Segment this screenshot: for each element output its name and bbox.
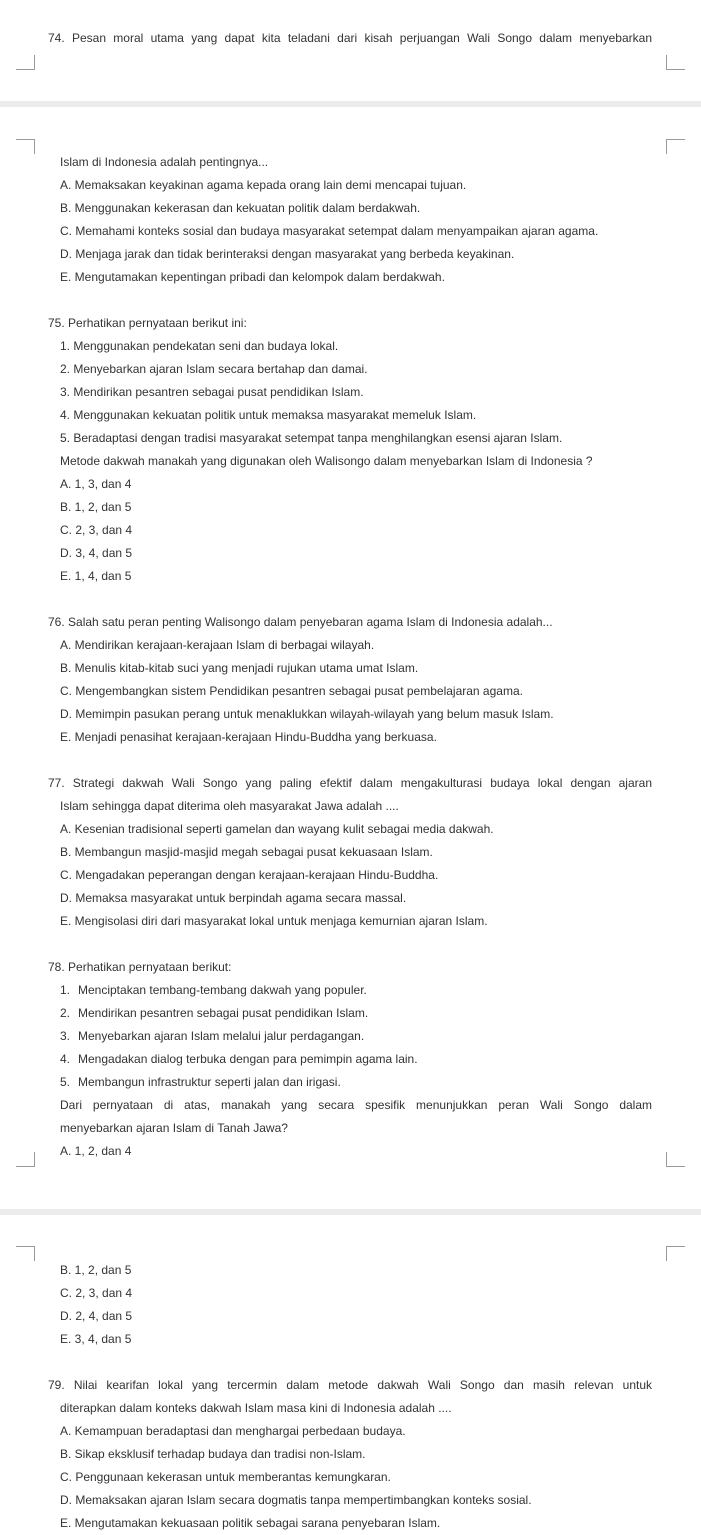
q78-question-line-1: Dari pernyataan di atas, manakah yang secara spesifik menunjukkan peran Wali Songo dalam <box>60 1098 652 1112</box>
q74-stem-cont: Islam di Indonesia adalah pentingnya... <box>60 155 269 169</box>
crop-mark-icon <box>16 139 35 154</box>
page-2 <box>0 107 701 1209</box>
q75-statement-1: 1. Menggunakan pendekatan seni dan budaya lokal. <box>60 339 339 353</box>
q78-statement-5: 5. Membangun infrastruktur seperti jalan dan irigasi. <box>60 1075 341 1089</box>
q79 <box>48 1374 652 1535</box>
q77-option-a: A. Kesenian tradisional seperti gamelan dan wayang kulit sebagai media dakwah. <box>60 822 494 836</box>
crop-mark-icon <box>16 55 35 70</box>
q74-option-c: C. Memahami konteks sosial dan budaya masyarakat setempat dalam menyampaikan ajaran agama. <box>60 224 599 238</box>
q78 <box>48 956 652 1163</box>
q75-question: Metode dakwah manakah yang digunakan oleh Walisongo dalam menyebarkan Islam di Indonesia ? <box>60 454 593 468</box>
q78-option-b: B. 1, 2, dan 5 <box>60 1263 132 1277</box>
crop-mark-icon <box>666 55 685 70</box>
q75-statement-2: 2. Menyebarkan ajaran Islam secara bertahap dan damai. <box>60 362 368 376</box>
crop-mark-icon <box>16 1246 35 1261</box>
q78-question-line-2: menyebarkan ajaran Islam di Tanah Jawa? <box>60 1121 288 1135</box>
q75-option-d: D. 3, 4, dan 5 <box>60 546 133 560</box>
q77-option-d: D. Memaksa masyarakat untuk berpindah agama secara massal. <box>60 891 407 905</box>
q76 <box>48 611 652 749</box>
q78-option-e: E. 3, 4, dan 5 <box>60 1332 132 1346</box>
q74-option-e: E. Mengutamakan kepentingan pribadi dan kelompok dalam berdakwah. <box>60 270 445 284</box>
page-1-content <box>48 27 652 50</box>
q79-option-c: C. Penggunaan kekerasan untuk memberantas kemungkaran. <box>60 1470 391 1484</box>
q76-option-d: D. Memimpin pasukan perang untuk menaklukkan wilayah-wilayah yang belum masuk Islam. <box>60 707 554 721</box>
crop-mark-icon <box>666 1152 685 1167</box>
q74-stem: 74. Pesan moral utama yang dapat kita teladani dari kisah perjuangan Wali Songo dalam menyebarkan <box>48 31 652 45</box>
crop-mark-icon <box>666 1246 685 1261</box>
q78-statement-4: 4. Mengadakan dialog terbuka dengan para pemimpin agama lain. <box>60 1052 418 1066</box>
page-3-content <box>48 1259 652 1535</box>
q77 <box>48 772 652 933</box>
crop-mark-icon <box>16 1152 35 1167</box>
q74-option-b: B. Menggunakan kekerasan dan kekuatan politik dalam berdakwah. <box>60 201 421 215</box>
q77-stem-line-1: 77. Strategi dakwah Wali Songo yang paling efektif dalam mengakulturasi budaya lokal dengan ajaran <box>48 776 652 790</box>
q75-statement-3: 3. Mendirikan pesantren sebagai pusat pendidikan Islam. <box>60 385 364 399</box>
page-2-content <box>48 151 652 1163</box>
q79-option-a: A. Kemampuan beradaptasi dan menghargai perbedaan budaya. <box>60 1424 406 1438</box>
q76-option-e: E. Menjadi penasihat kerajaan-kerajaan Hindu-Buddha yang berkuasa. <box>60 730 437 744</box>
q77-stem-line-2: Islam sehingga dapat diterima oleh masyarakat Jawa adalah .... <box>60 799 399 813</box>
q75-stem: 75. Perhatikan pernyataan berikut ini: <box>48 316 247 330</box>
q78-statement-3: 3. Menyebarkan ajaran Islam melalui jalur perdagangan. <box>60 1029 365 1043</box>
q75-option-b: B. 1, 2, dan 5 <box>60 500 132 514</box>
q77-option-c: C. Mengadakan peperangan dengan kerajaan-kerajaan Hindu-Buddha. <box>60 868 439 882</box>
q75-option-a: A. 1, 3, dan 4 <box>60 477 132 491</box>
q75-statement-5: 5. Beradaptasi dengan tradisi masyarakat setempat tanpa menghilangkan esensi ajaran Islam. <box>60 431 563 445</box>
q77-option-b: B. Membangun masjid-masjid megah sebagai pusat kekuasaan Islam. <box>60 845 433 859</box>
crop-mark-icon <box>666 139 685 154</box>
q76-option-c: C. Mengembangkan sistem Pendidikan pesantren sebagai pusat pembelajaran agama. <box>60 684 523 698</box>
q75 <box>48 312 652 588</box>
q78-stem: 78. Perhatikan pernyataan berikut: <box>48 960 232 974</box>
q79-option-e: E. Mengutamakan kekuasaan politik sebagai sarana penyebaran Islam. <box>60 1516 441 1530</box>
q78-option-a: A. 1, 2, dan 4 <box>60 1144 132 1158</box>
q79-stem-line-2: diterapkan dalam konteks dakwah Islam masa kini di Indonesia adalah .... <box>60 1401 452 1415</box>
q79-option-b: B. Sikap eksklusif terhadap budaya dan tradisi non-Islam. <box>60 1447 366 1461</box>
q74-option-a: A. Memaksakan keyakinan agama kepada orang lain demi mencapai tujuan. <box>60 178 467 192</box>
q75-option-e: E. 1, 4, dan 5 <box>60 569 132 583</box>
q76-stem: 76. Salah satu peran penting Walisongo dalam penyebaran agama Islam di Indonesia adalah... <box>48 615 553 629</box>
page-1 <box>0 0 701 101</box>
q78-statement-1: 1. Menciptakan tembang-tembang dakwah yang populer. <box>60 983 367 997</box>
q76-option-b: B. Menulis kitab-kitab suci yang menjadi rujukan utama umat Islam. <box>60 661 419 675</box>
q78-statement-2: 2. Mendirikan pesantren sebagai pusat pendidikan Islam. <box>60 1006 369 1020</box>
q76-option-a: A. Mendirikan kerajaan-kerajaan Islam di berbagai wilayah. <box>60 638 375 652</box>
q75-statement-4: 4. Menggunakan kekuatan politik untuk memaksa masyarakat memeluk Islam. <box>60 408 477 422</box>
q75-option-c: C. 2, 3, dan 4 <box>60 523 133 537</box>
q78-option-d: D. 2, 4, dan 5 <box>60 1309 133 1323</box>
q79-stem-line-1: 79. Nilai kearifan lokal yang tercermin dalam metode dakwah Wali Songo dan masih relevan untuk <box>48 1378 652 1392</box>
q79-option-d: D. Memaksakan ajaran Islam secara dogmatis tanpa mempertimbangkan konteks sosial. <box>60 1493 532 1507</box>
q77-option-e: E. Mengisolasi diri dari masyarakat lokal untuk menjaga kemurnian ajaran Islam. <box>60 914 488 928</box>
q78-option-c: C. 2, 3, dan 4 <box>60 1286 133 1300</box>
q74-option-d: D. Menjaga jarak dan tidak berinteraksi dengan masyarakat yang berbeda keyakinan. <box>60 247 515 261</box>
page-3 <box>0 1215 701 1530</box>
